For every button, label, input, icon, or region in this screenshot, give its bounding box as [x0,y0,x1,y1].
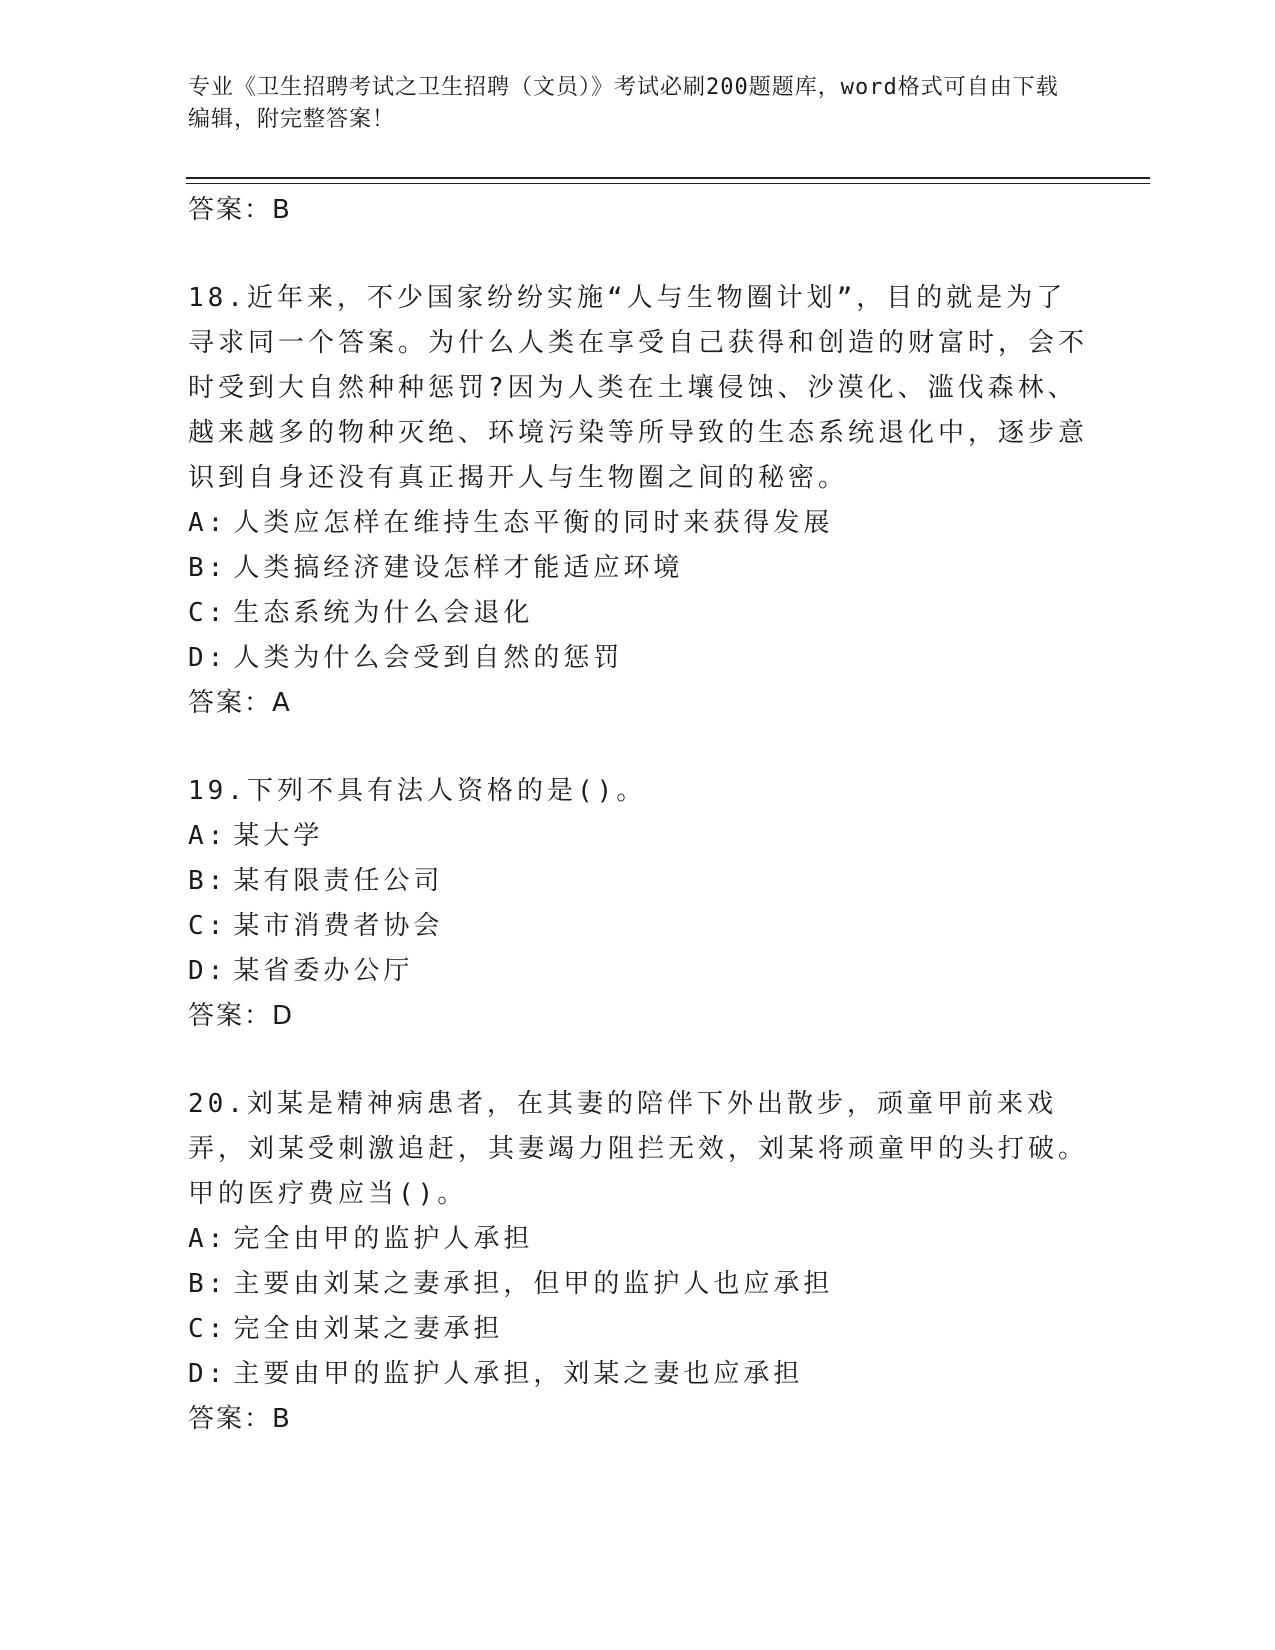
header-rule-thin [186,183,1150,184]
option-text: 主要由甲的监护人承担，刘某之妻也应承担 [233,1359,804,1389]
option-text: 某市消费者协会 [233,911,444,941]
answer-line: 答案：D [188,1001,295,1031]
question-stem: 19.下列不具有法人资格的是()。 [188,776,647,806]
option-b [188,1262,1088,1307]
option-key: B: [188,553,228,583]
option-key: B: [188,866,228,896]
option-key: C: [188,911,228,941]
question-19 [188,769,1088,1038]
option-text: 某省委办公厅 [233,956,414,986]
option-a [188,814,1088,859]
option-key: A: [188,821,228,851]
answer-line: 答案：A [188,688,292,718]
question-stem: 20.刘某是精神病患者，在其妻的陪伴下外出散步，顽童甲前来戏弄，刘某受刺激追赶，其妻竭力阻拦无效，刘某将顽童甲的头打破。甲的医疗费应当()。 [188,1089,1089,1209]
option-key: D: [188,956,228,986]
previous-answer: 答案：B [188,195,292,225]
option-text: 某有限责任公司 [233,866,444,896]
option-text: 人类应怎样在维持生态平衡的同时来获得发展 [233,508,834,538]
option-d [188,1352,1088,1397]
option-b [188,546,1088,591]
option-text: 完全由刘某之妻承担 [233,1314,504,1344]
option-key: C: [188,1314,228,1344]
page-header: 专业《卫生招聘考试之卫生招聘（文员）》考试必刷200题题库，word格式可自由下载编辑，附完整答案！ [188,75,1059,132]
header-rule-thick [186,177,1150,179]
option-text: 某大学 [233,821,324,851]
question-stem: 18.近年来，不少国家纷纷实施“人与生物圈计划”，目的就是为了寻求同一个答案。为什么人类在享受自己获得和创造的财富时，会不时受到大自然种种惩罚?因为人类在土壤侵蚀、沙漠化、滥伐森林、越来越多的物种灭绝、环境污染等所导致的生态系统退化中，逐步意识到自身还没有真正揭开人与生物圈之间的秘密。 [188,283,1089,493]
option-a [188,1217,1088,1262]
option-text: 主要由刘某之妻承担，但甲的监护人也应承担 [233,1269,834,1299]
question-18 [188,276,1088,725]
option-d [188,636,1088,681]
option-key: A: [188,508,228,538]
option-text: 人类搞经济建设怎样才能适应环境 [233,553,684,583]
option-text: 人类为什么会受到自然的惩罚 [233,643,624,673]
option-a [188,501,1088,546]
question-20 [188,1082,1088,1441]
option-key: B: [188,1269,228,1299]
option-d [188,949,1088,994]
option-key: C: [188,598,228,628]
option-b [188,859,1088,904]
option-c [188,1307,1088,1352]
option-text: 生态系统为什么会退化 [233,598,534,628]
question-list [188,188,1088,1441]
option-key: A: [188,1224,228,1254]
option-text: 完全由甲的监护人承担 [233,1224,534,1254]
option-key: D: [188,643,228,673]
option-key: D: [188,1359,228,1389]
option-c [188,591,1088,636]
option-c [188,904,1088,949]
answer-line: 答案：B [188,1404,292,1434]
